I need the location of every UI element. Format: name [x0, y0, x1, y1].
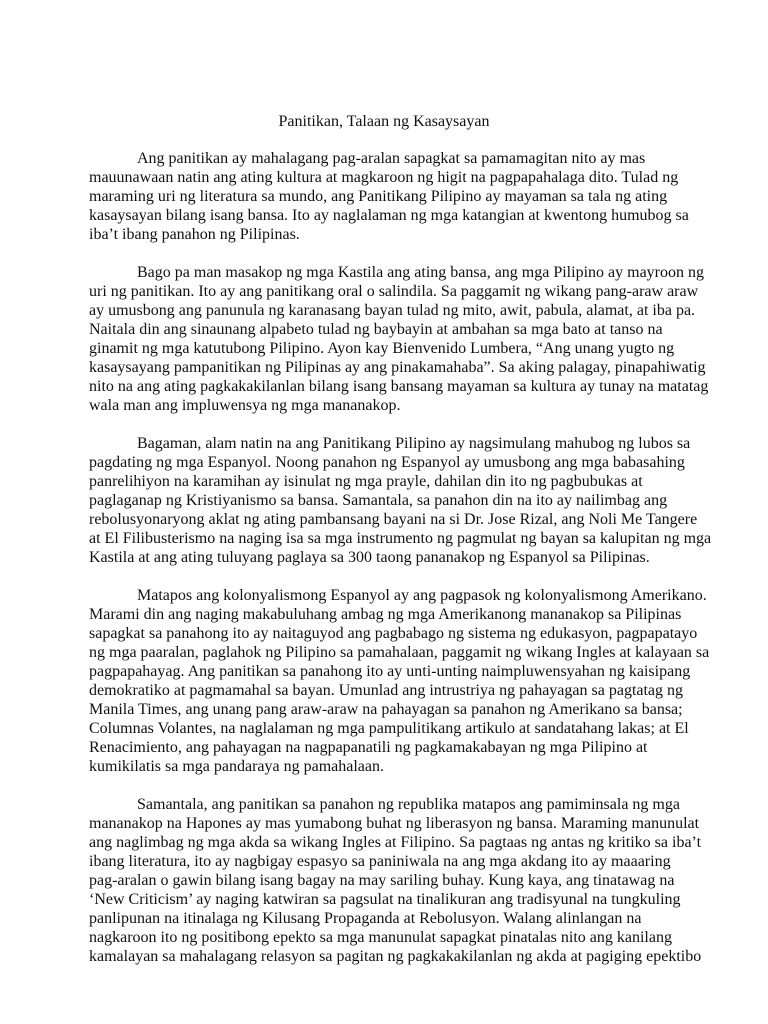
paragraph-line: panrelihiyon na karamihan ay isinulat ng mga prayle, dahilan din ito ng pagbubukas at — [89, 473, 643, 490]
paragraph-line: pag-aralan o gawin bilang isang bagay na may sariling buhay. Kung kaya, ang tinatawag na — [89, 872, 675, 889]
paragraph-line: iba’t ibang panahon ng Pilipinas. — [89, 226, 300, 243]
paragraph-line: rebolusyonaryong aklat ng ating pambansang bayani na si Dr. Jose Rizal, ang Noli Me Tangere — [89, 511, 698, 528]
paragraph-line: ginamit ng mga katutubong Pilipino. Ayon kay Bienvenido Lumbera, “Ang unang yugto ng — [89, 340, 675, 357]
paragraph-line: panlipunan na itinalaga ng Kilusang Propaganda at Rebolusyon. Walang alinlangan na — [89, 910, 642, 927]
paragraph-line: Matapos ang kolonyalismong Espanyol ay ang pagpasok ng kolonyalismong Amerikano. — [137, 587, 707, 604]
paragraph-line: Manila Times, ang unang pang araw-araw na pahayagan sa panahon ng Amerikano sa bansa; — [89, 701, 683, 718]
paragraph-line: ‘New Criticism’ ay naging katwiran sa pagsulat na tinalikuran ang tradisyunal na tungkuling — [89, 891, 681, 908]
paragraph — [89, 263, 709, 415]
paragraph-line: mananakop na Hapones ay mas yumabong buhat ng liberasyon ng bansa. Maraming manunulat — [89, 815, 700, 832]
paragraph-line: paglaganap ng Kristiyanismo sa bansa. Samantala, sa panahon din na ito ay nailimbag ang — [89, 492, 668, 509]
paragraph-line: ang naglimbag ng mga akda sa wikang Ingles at Filipino. Sa pagtaas ng antas ng kritiko sa iba’t — [89, 834, 702, 851]
document-title: Panitikan, Talaan ng Kasaysayan — [278, 113, 490, 130]
paragraph-line: kasaysayang pampanitikan ng Pilipinas ay ang pinakamahaba”. Sa aking palagay, pinapahiwatig — [89, 359, 706, 376]
paragraph-line: sapagkat sa panahong ito ay naitaguyod ang pagbabago ng sistema ng edukasyon, pagpapatayo — [89, 625, 698, 642]
paragraph — [89, 434, 712, 567]
paragraph-line: Columnas Volantes, na naglalaman ng mga pampulitikang artikulo at sandatahang lakas; at El — [89, 720, 689, 737]
paragraph-line: wala man ang impluwensya ng mga mananakop. — [89, 397, 401, 414]
paragraph — [89, 149, 689, 244]
paragraph-line: ng mga paaralan, paglahok ng Pilipino sa pamahalaan, paggamit ng wikang Ingles at kalayaan sa — [89, 644, 710, 661]
paragraph-line: Bagaman, alam natin na ang Panitikang Pilipino ay nagsimulang mahubog ng lubos sa — [137, 435, 691, 452]
paragraph-line: pagdating ng mga Espanyol. Noong panahon ng Espanyol ay umusbong ang mga babasahing — [89, 454, 685, 471]
paragraph — [89, 586, 710, 776]
paragraph-line: Ang panitikan ay mahalagang pag-aralan sapagkat sa pamamagitan nito ay mas — [137, 150, 646, 167]
paragraph-line: Renacimiento, ang pahayagan na nagpapanatili ng pagkamakabayan ng mga Pilipino at — [89, 739, 648, 756]
paragraph-line: at El Filibusterismo na naging isa sa mga instrumento ng pagmulat ng bayan sa kalupitan ng mga — [89, 530, 712, 547]
paragraph-line: mauunawaan natin ang ating kultura at magkaroon ng higit na pagpapahalaga dito. Tulad ng — [89, 169, 679, 186]
paragraph-line: kumikilatis sa mga pandaraya ng pamahalaan. — [89, 758, 385, 775]
paragraph-line: ibang literatura, ito ay nagbigay espasyo sa paniniwala na ang mga akdang ito ay maaaring — [89, 853, 671, 870]
paragraph-line: kamalayan sa mahalagang relasyon sa pagitan ng pagkakakilanlan ng akda at pagiging epektibo — [89, 948, 702, 965]
paragraph-line: Bago pa man masakop ng mga Kastila ang ating bansa, ang mga Pilipino ay mayroon ng — [137, 264, 704, 281]
paragraph-line: pagpapahayag. Ang panitikan sa panahong ito ay unti-unting naimpluwensyahan ng kaisipang — [89, 663, 691, 680]
document-body — [89, 149, 712, 985]
paragraph-line: nagkaroon ito ng positibong epekto sa mga manunulat sapagkat pinatalas nito ang kanilang — [89, 929, 672, 946]
paragraph-line: ay umusbong ang panunula ng karanasang bayan tulad ng mito, awit, pabula, alamat, at iba pa. — [89, 302, 696, 319]
paragraph-line: Naitala din ang sinaunang alpabeto tulad ng baybayin at ambahan sa mga bato at tanso na — [89, 321, 663, 338]
paragraph-line: demokratiko at pagmamahal sa bayan. Umunlad ang intrustriya ng pahayagan sa pagtatag ng — [89, 682, 684, 699]
paragraph-line: Samantala, ang panitikan sa panahon ng republika matapos ang pamiminsala ng mga — [137, 796, 680, 813]
paragraph-line: Marami din ang naging makabuluhang ambag ng mga Amerikanong mananakop sa Pilipinas — [89, 606, 682, 623]
paragraph-line: uri ng panitikan. Ito ay ang panitikang oral o salindila. Sa paggamit ng wikang pang-araw araw — [89, 283, 699, 300]
paragraph — [89, 795, 702, 966]
paragraph-line: maraming uri ng literatura sa mundo, ang Panitikang Pilipino ay mayaman sa tala ng ating — [89, 188, 668, 205]
paragraph-line: kasaysayan bilang isang bansa. Ito ay naglalaman ng mga katangian at kwentong humubog sa — [89, 207, 689, 224]
paragraph-line: Kastila at ang ating tuluyang paglaya sa 300 taong pananakop ng Espanyol sa Pilipinas. — [89, 549, 650, 566]
paragraph-line: nito na ang ating pagkakakilanlan bilang isang bansang mayaman sa kultura ay tunay na matatag — [89, 378, 709, 395]
